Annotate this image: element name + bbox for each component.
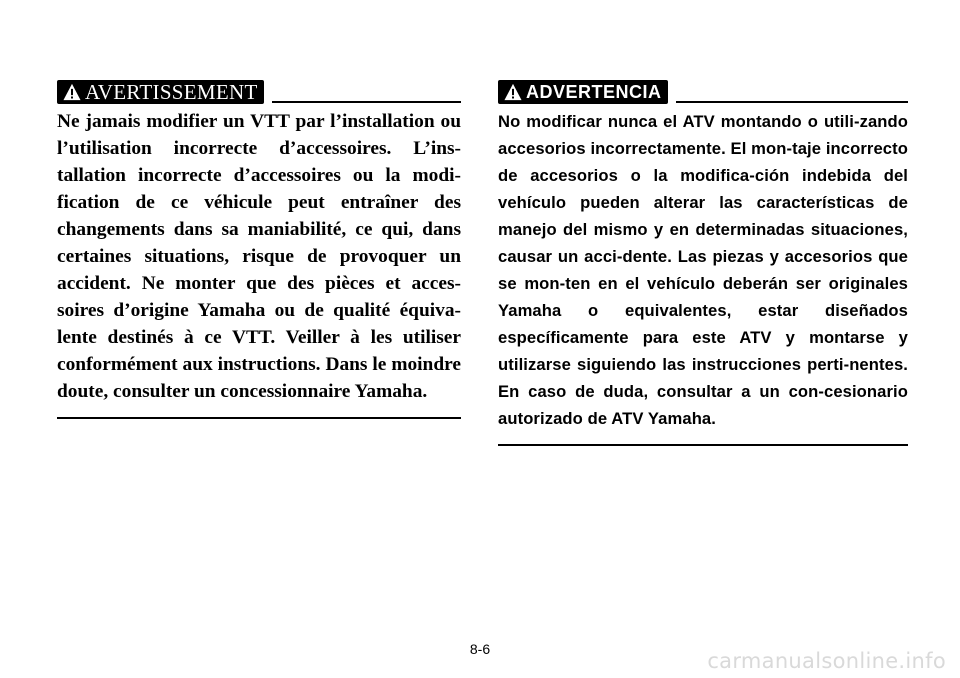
- warning-section-spanish: [498, 74, 908, 446]
- page-number: 8-6: [469, 641, 491, 657]
- warning-badge: [57, 80, 264, 104]
- warning-heading-row: [57, 74, 461, 104]
- watermark: carmanualsonline.info: [707, 649, 946, 673]
- heading-rule: [676, 101, 908, 103]
- warning-heading-row: [498, 74, 908, 104]
- bottom-rule: [57, 417, 461, 419]
- bottom-rule: [498, 444, 908, 446]
- warning-heading-text: AVERTISSEMENT: [85, 79, 258, 104]
- warning-triangle-icon: [63, 83, 81, 101]
- warning-heading-text: ADVERTENCIA: [526, 81, 662, 102]
- warning-triangle-icon: [504, 83, 522, 101]
- warning-body-text: Ne jamais modifier un VTT par l’installation ou l’utilisation incorrecte d’accessoires. L’ins-tallation incorrecte d’accessoires ou la modi-fication de ce véhicule peut entraîner des changements dans sa maniabilité, ce qui, dans certaines situations, risque de provoquer un accident. Ne monter que des pièces et acces-soires d’origine Yamaha ou de qualité équiva-lente destinés à ce VTT. Veiller à les utiliser conformément aux instructions. Dans le moindre doute, consulter un concessionnaire Yamaha.: [57, 111, 461, 402]
- warning-section-french: [57, 74, 461, 419]
- warning-body-text: No modificar nunca el ATV montando o utili-zando accesorios incorrectamente. El mon-taje incorrecto de accesorios o la modifica-ción indebida del vehículo pueden alterar las características de manejo del mismo y en determinadas situaciones, causar un acci-dente. Las piezas y accesorios que se mon-ten en el vehículo deberán ser originales Yamaha o equivalentes, estar diseñados específicamente para este ATV y montarse y utilizarse siguiendo las instrucciones perti-nentes. En caso de duda, consultar a un con-cesionario autorizado de ATV Yamaha.: [498, 112, 908, 428]
- warning-badge: [498, 80, 668, 104]
- heading-rule: [272, 101, 461, 103]
